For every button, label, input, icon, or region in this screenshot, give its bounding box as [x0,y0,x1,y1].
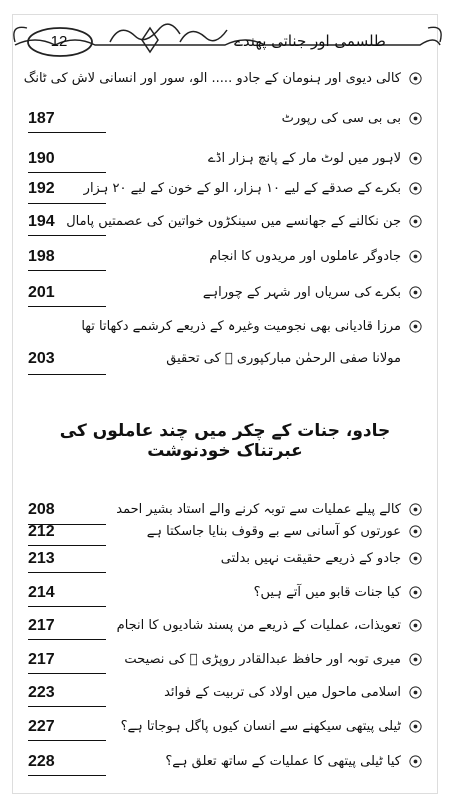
flower-bullet-icon [408,249,423,264]
toc-entry[interactable] [28,578,423,608]
toc-page-number: 228 [28,753,55,770]
toc-page-number: 223 [28,684,55,701]
flower-bullet-icon [408,214,423,229]
toc-entry[interactable] [28,144,423,174]
toc-entry[interactable] [28,645,423,675]
toc-entry-title: جن نکالنے کے جھانسے میں سینکڑوں خواتین کی عصمتیں پامال [66,214,401,229]
flower-bullet-icon [408,685,423,700]
flower-bullet-icon [408,551,423,566]
toc-page-number: 214 [28,584,55,601]
page-number-underline [28,572,106,573]
toc-entry-title: جادو کے ذریعے حقیقت نہیں بدلتی [220,551,401,566]
flower-bullet-icon [408,111,423,126]
toc-page-number: 217 [28,651,55,668]
page-number-underline [28,374,106,375]
page-number-underline [28,132,106,133]
toc-entry-title: عورتوں کو آسانی سے بے وقوف بنایا جاسکتا ہے [146,524,401,539]
toc-page-number: 192 [28,180,55,197]
toc-entry-title: بکرے کی سریاں اور شہر کے چوراہے [202,285,401,300]
toc-entry[interactable] [28,517,423,547]
toc-page-number: 217 [28,617,55,634]
flower-bullet-icon [408,524,423,539]
toc-entry[interactable] [28,712,423,742]
page-number-underline [28,639,106,640]
flower-bullet-icon [408,151,423,166]
toc-entry-title: مولانا صفی الرحمٰن مبارکپوری ﷫ کی تحقیق [166,351,401,366]
section-heading: جادو، جنات کے چکر میں چند عاملوں کی عبرتناک خودنوشت [59,421,391,461]
page-number-underline [28,740,106,741]
toc-entry-title: کالی دیوی اور ہنومان کے جادو ..... الو، سور اور انسانی لاش کی ٹانگ [23,71,401,86]
toc-entry-title: کیا جنات قابو میں آتے ہیں؟ [253,585,401,600]
flower-bullet-icon [408,585,423,600]
toc-entry[interactable] [28,747,423,777]
toc-entry-title: تعویذات، عملیات کے ذریعے من پسند شادیوں کا انجام [116,618,401,633]
page-number-underline [28,606,106,607]
page-number-underline [28,706,106,707]
toc-page-number: 194 [28,213,55,230]
toc-page-number: 203 [28,350,55,367]
toc-page-number: 187 [28,110,55,127]
toc-entry-title: جادوگر عاملوں اور مریدوں کا انجام [209,249,401,264]
page-header [0,0,450,62]
toc-entry[interactable] [28,344,423,374]
ornamental-header-border [0,0,450,62]
toc-entry-title: کیا ٹیلی پیتھی کا عملیات کے ساتھ تعلق ہے؟ [165,754,401,769]
page-number-underline [28,270,106,271]
flower-bullet-icon [408,719,423,734]
toc-entry-title: ٹیلی پیتھی سیکھنے سے انسان کیوں پاگل ہوجاتا ہے؟ [120,719,401,734]
toc-entry-title: میری توبہ اور حافظ عبدالقادر روپڑی ﷫ کی نصیحت [124,652,401,667]
flower-bullet-icon [408,319,423,334]
toc-entry[interactable] [28,611,423,641]
flower-bullet-icon [408,754,423,769]
toc-page-number: 198 [28,248,55,265]
toc-entry-title: اسلامی ماحول میں اولاد کی تربیت کے فوائد [164,685,401,700]
toc-entry[interactable] [28,278,423,308]
toc-page-number: 212 [28,523,55,540]
toc-entry-title: کالے پیلے عملیات سے توبہ کرنے والے استاد بشیر احمد [116,502,401,517]
toc-entry[interactable] [28,544,423,574]
flower-bullet-icon [408,71,423,86]
flower-bullet-icon [408,652,423,667]
toc-page-number: 208 [28,501,55,518]
toc-page-number: 213 [28,550,55,567]
toc-entry-title: بکرے کے صدقے کے لیے ۱۰ ہزار، الو کے خون کے لیے ۲۰ ہزار [83,181,401,196]
flower-bullet-icon [408,285,423,300]
toc-entry[interactable] [23,64,423,94]
toc-page-number: 227 [28,718,55,735]
flower-bullet-icon [408,181,423,196]
page-number: 12 [50,33,68,50]
flower-bullet-icon [408,502,423,517]
page-number-underline [28,203,106,204]
book-title: طلسمی اور جناتی پھندے [234,32,386,50]
toc-entry-title: بی بی سی کی رپورٹ [281,111,401,126]
toc-page-number: 190 [28,150,55,167]
toc-page-number: 201 [28,284,55,301]
page-number-underline [28,775,106,776]
toc-entry-title: مرزا قادیانی بھی نجومیت وغیرہ کے ذریعے کرشمے دکھاتا تھا [81,319,401,334]
flower-bullet-icon [408,618,423,633]
toc-entry[interactable] [28,678,423,708]
page-number-underline [28,673,106,674]
page-number-underline [28,306,106,307]
page-number-underline [28,172,106,173]
toc-entry[interactable] [28,104,423,134]
toc-entry-title: لاہور میں لوٹ مار کے پانچ ہزار اڈے [208,151,401,166]
page-number-underline [28,235,106,236]
toc-entry[interactable] [28,207,423,237]
toc-entry[interactable] [28,174,423,204]
toc-entry[interactable] [28,312,423,342]
toc-entry[interactable] [28,242,423,272]
